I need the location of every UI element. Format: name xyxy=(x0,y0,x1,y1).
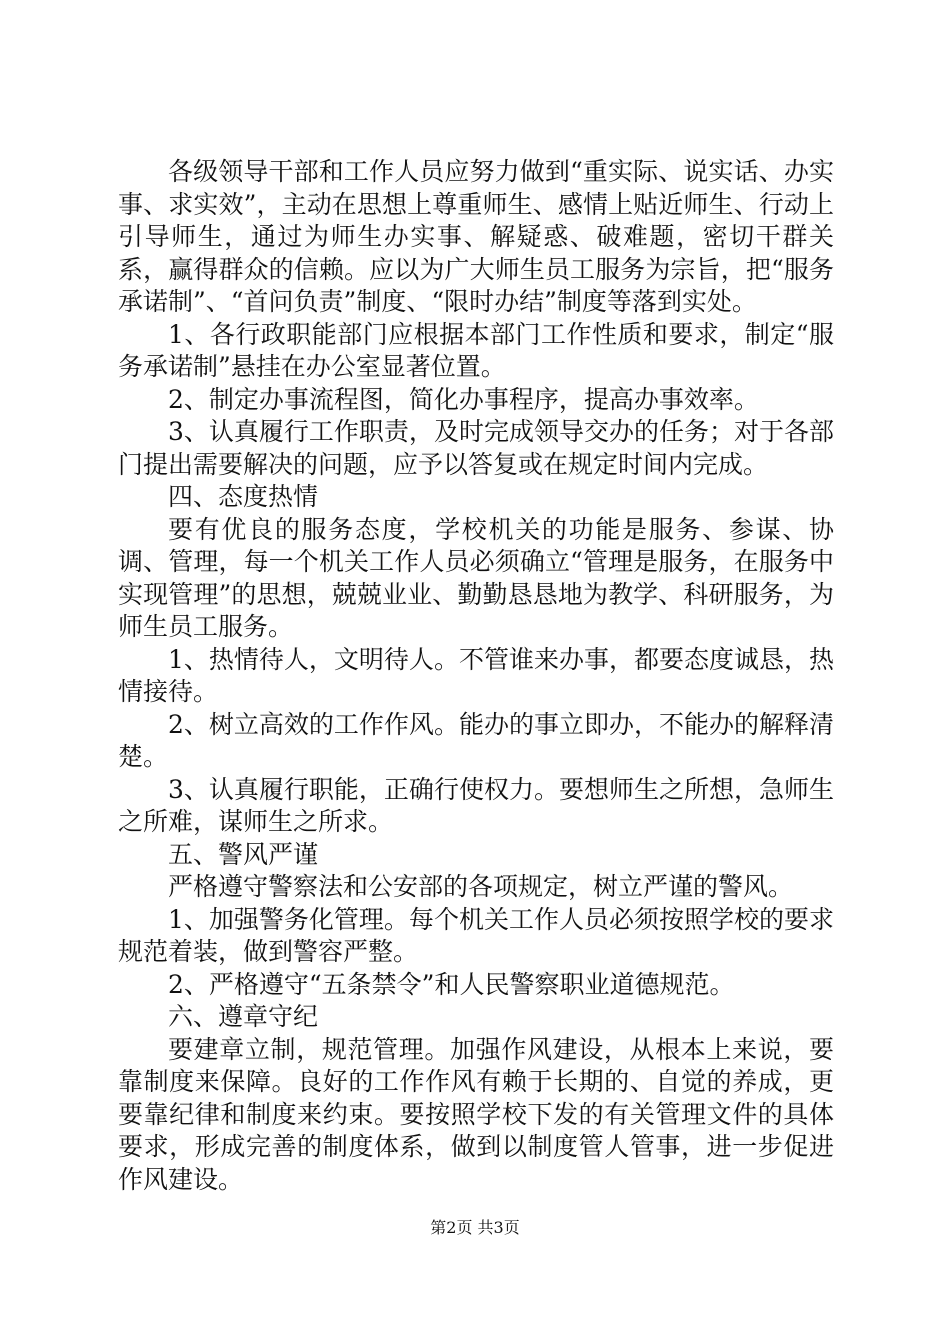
paragraph-5: 要有优良的服务态度，学校机关的功能是服务、参谋、协调、管理，每一个机关工作人员必须确立“管理是服务，在服务中实现管理”的思想，兢兢业业、勤勤恳恳地为教学、科研服务，为师生员工服务。 xyxy=(118,514,834,641)
section-heading-4: 四、态度热情 xyxy=(168,482,319,511)
paragraph-3: 2、制定办事流程图，简化办事程序，提高办事效率。 xyxy=(168,384,759,414)
paragraph-10: 1、加强警务化管理。每个机关工作人员必须按照学校的要求规范着装，做到警容严整。 xyxy=(118,904,834,966)
paragraph-11: 2、严格遵守“五条禁令”和人民警察职业道德规范。 xyxy=(168,969,735,999)
section-heading-5: 五、警风严谨 xyxy=(168,839,319,869)
section-heading-6: 六、遵章守纪 xyxy=(168,1002,319,1031)
paragraph-6: 1、热情待人，文明待人。不管谁来办事，都要态度诚恳，热情接待。 xyxy=(118,644,834,706)
paragraph-7: 2、树立高效的工作作风。能办的事立即办，不能办的解释清楚。 xyxy=(118,709,834,771)
document-body xyxy=(118,156,834,1196)
paragraph-8: 3、认真履行职能，正确行使权力。要想师生之所想，急师生之所难，谋师生之所求。 xyxy=(118,774,834,836)
paragraph-4: 3、认真履行工作职责，及时完成领导交办的任务；对于各部门提出需要解决的问题，应予以答复或在规定时间内完成。 xyxy=(118,417,834,479)
paragraph-2: 1、各行政职能部门应根据本部门工作性质和要求，制定“服务承诺制”悬挂在办公室显著位置。 xyxy=(118,319,834,381)
page-footer: 第2页 共3页 xyxy=(430,1218,520,1237)
paragraph-12: 要建章立制，规范管理。加强作风建设，从根本上来说，要靠制度来保障。良好的工作作风有赖于长期的、自觉的养成，更要靠纪律和制度来约束。要按照学校下发的有关管理文件的具体要求，形成完善的制度体系，做到以制度管人管事，进一步促进作风建设。 xyxy=(118,1034,834,1194)
paragraph-1: 各级领导干部和工作人员应努力做到“重实际、说实话、办实事、求实效”，主动在思想上尊重师生、感情上贴近师生、行动上引导师生，通过为师生办实事、解疑惑、破难题，密切干群关系，赢得群众的信赖。应以为广大师生员工服务为宗旨，把“服务承诺制”、“首问负责”制度、“限时办结”制度等落到实处。 xyxy=(118,157,834,316)
paragraph-9: 严格遵守警察法和公安部的各项规定，树立严谨的警风。 xyxy=(168,872,794,901)
